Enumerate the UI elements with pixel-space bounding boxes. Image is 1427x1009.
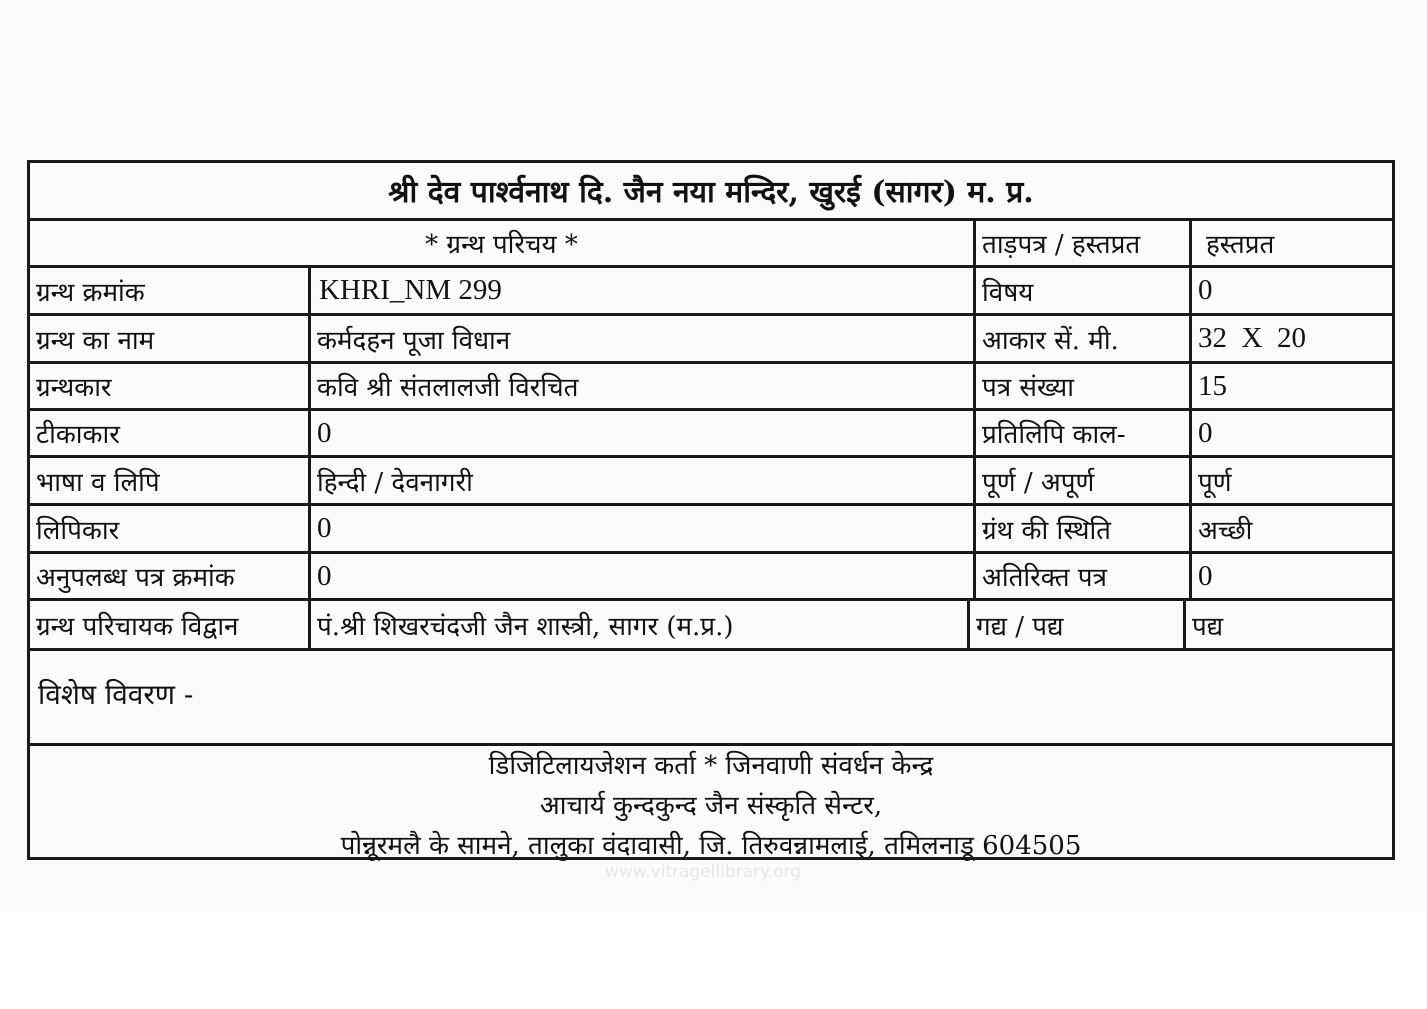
row-label-2: पूर्ण / अपूर्ण: [973, 458, 1189, 503]
row-value-2: अच्छी: [1189, 506, 1395, 551]
remarks-label: विशेष विवरण -: [38, 678, 194, 711]
row-label-2: विषय: [973, 268, 1189, 313]
footer-line-1: डिजिटिलायजेशन कर्ता * जिनवाणी संवर्धन केन्द्र: [488, 751, 934, 781]
row-label: ग्रन्थकार: [36, 373, 112, 403]
row-label: अनुपलब्ध पत्र क्रमांक: [36, 563, 235, 593]
table-row: [30, 364, 1392, 411]
row-value-2: 0: [1189, 411, 1395, 455]
row-label: टीकाकार: [36, 420, 120, 450]
row-value: कवि श्री संतलालजी विरचित: [308, 364, 973, 408]
row-value-2: 0: [1189, 268, 1395, 313]
row-value: पं.श्री शिखरचंदजी जैन शास्त्री, सागर (म.प्र.): [308, 601, 967, 648]
table-row: [30, 411, 1392, 458]
row-value-2: 0: [1189, 554, 1395, 598]
type-value: हस्तप्रत: [1189, 221, 1395, 265]
row-label: भाषा व लिपि: [36, 467, 160, 498]
row-value-2: पद्य: [1183, 601, 1395, 648]
intro-label: * ग्रन्थ परिचय *: [425, 230, 578, 260]
row-value: 0: [308, 554, 973, 598]
manuscript-info-card: [27, 160, 1395, 860]
row-value: 0: [308, 506, 973, 551]
row-label: ग्रन्थ का नाम: [36, 325, 155, 356]
row-value: 0: [308, 411, 973, 455]
table-row: [30, 458, 1392, 506]
table-row: [30, 506, 1392, 554]
footer-line-2: आचार्य कुन्दकुन्द जैन संस्कृति सेन्टर,: [539, 791, 883, 821]
row-label-2: आकार सें. मी.: [973, 316, 1189, 361]
row-label: ग्रन्थ परिचायक विद्वान: [36, 611, 239, 642]
table-row: [30, 554, 1392, 601]
row-label-2: अतिरिक्त पत्र: [973, 554, 1189, 598]
row-label-2: पत्र संख्या: [973, 364, 1189, 408]
row-value-2: पूर्ण: [1189, 458, 1395, 503]
temple-title: श्री देव पार्श्वनाथ दि. जैन नया मन्दिर, खुरई (सागर) म. प्र.: [388, 175, 1034, 210]
remarks-section: [30, 651, 1392, 746]
footer: [30, 746, 1392, 861]
intro-header-row: [30, 221, 1392, 268]
row-label: लिपिकार: [36, 515, 120, 546]
row-label-2: ग्रंथ की स्थिति: [973, 506, 1189, 551]
row-value-2: 15: [1189, 364, 1395, 408]
table-row: [30, 601, 1392, 651]
row-value: हिन्दी / देवनागरी: [308, 458, 973, 503]
row-label: ग्रन्थ क्रमांक: [36, 277, 145, 308]
table-row: [30, 316, 1392, 364]
row-label-2: गद्य / पद्य: [967, 601, 1183, 648]
watermark: www.vitragellibrary.org: [605, 862, 801, 882]
row-value: KHRI_NM 299: [308, 268, 973, 313]
title-row: [30, 163, 1392, 221]
row-value: कर्मदहन पूजा विधान: [308, 316, 973, 361]
type-label: ताड़पत्र / हस्तप्रत: [973, 221, 1189, 265]
footer-line-3: पोन्नूरमलै के सामने, तालुका वंदावासी, जि. तिरुवन्नामलाई, तमिलनाडू 604505: [340, 831, 1082, 861]
row-label-2: प्रतिलिपि काल-: [973, 411, 1189, 455]
row-value-2: 32 X 20: [1189, 316, 1395, 361]
table-row: [30, 268, 1392, 316]
